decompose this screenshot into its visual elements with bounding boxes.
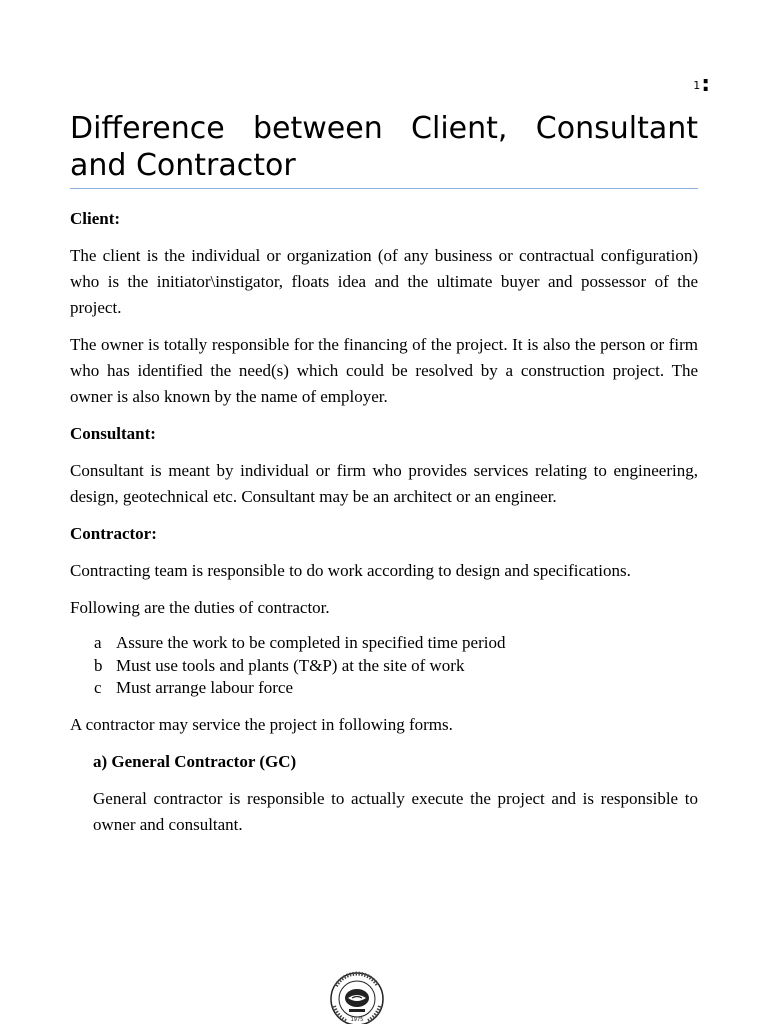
contractor-heading: Contractor: xyxy=(70,524,157,543)
page-number xyxy=(693,72,710,97)
client-heading: Client: xyxy=(70,209,121,228)
general-contractor-paragraph: General contractor is responsible to actually execute the project and is responsible to owner and consultant. xyxy=(93,788,698,834)
forms-intro: A contractor may service the project in following forms. xyxy=(70,714,453,734)
list-item xyxy=(94,655,698,678)
duties-intro: Following are the duties of contractor. xyxy=(70,598,330,617)
client-paragraph-2: The owner is totally responsible for the financing of the project. It is also the person or firm who has identified the need(s) which could be resolved by a construction project. The owner is also known by the name of employer. xyxy=(70,335,698,406)
list-item-letter: b xyxy=(94,655,103,675)
list-item xyxy=(94,632,698,655)
consultant-heading: Consultant: xyxy=(70,424,156,443)
document-title: Difference between Client, Consultant and Contractor xyxy=(70,111,698,183)
page-number-value: 1 xyxy=(693,79,701,92)
consultant-paragraph: Consultant is meant by individual or firm who provides services relating to engineering, design, geotechnical etc. Consultant may be an architect or an engineer. xyxy=(70,461,698,506)
list-item-text: Must arrange labour force xyxy=(116,678,294,697)
list-item-text: Assure the work to be completed in specified time period xyxy=(116,633,506,652)
client-paragraph-1: The client is the individual or organization (of any business or contractual configuration) who is the initiator\instigator, floats idea and the ultimate buyer and possessor of the project. xyxy=(70,246,698,317)
list-item-letter: a xyxy=(94,633,102,652)
logo-year: 1975 xyxy=(350,1017,364,1023)
page-mark: : xyxy=(701,72,710,97)
list-item xyxy=(94,677,698,700)
general-contractor-heading: a) General Contractor (GC) xyxy=(93,751,297,771)
document-body xyxy=(70,206,698,849)
title-underline xyxy=(70,188,698,189)
list-item-letter: c xyxy=(94,678,102,697)
contractor-paragraph: Contracting team is responsible to do work according to design and specifications. xyxy=(70,561,631,580)
duties-list xyxy=(70,632,698,700)
university-seal-logo xyxy=(324,966,390,1024)
list-item-text: Must use tools and plants (T&P) at the site of work xyxy=(116,655,465,675)
